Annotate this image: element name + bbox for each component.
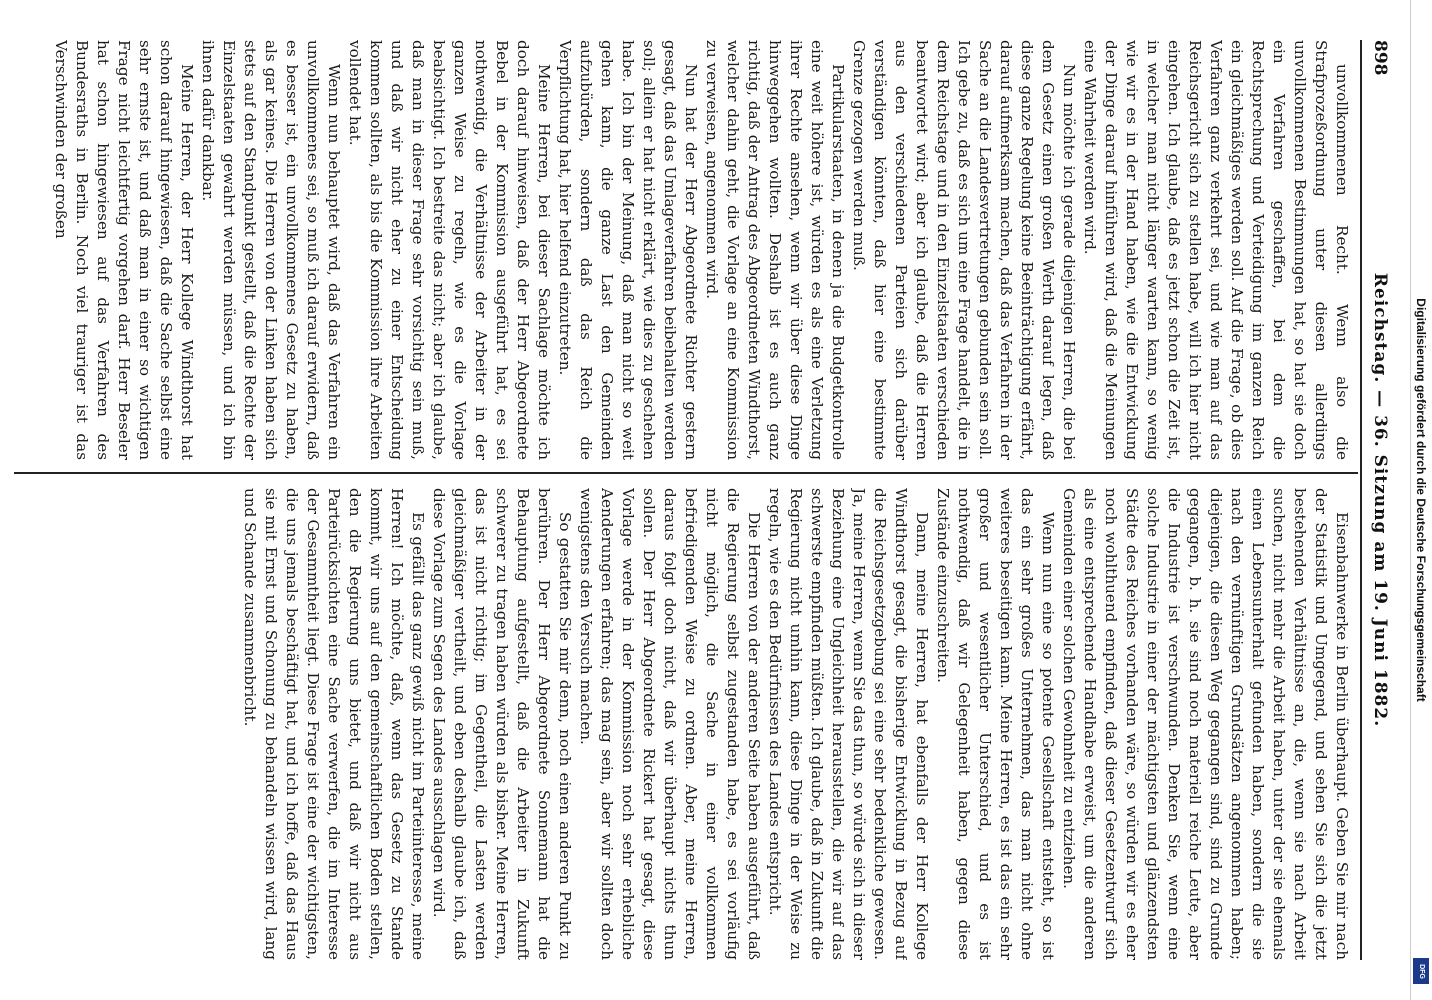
sidebar-rule xyxy=(1410,0,1411,1000)
paragraph: Eisenbahnwerke in Berlin überhaupt. Geben Sie mir nach der Statistik und Umgegend, und sehen Sie sich die jetzt bestehenden Verhältnisse an, die, wenn sie nach Arbeit suchen, nicht mehr die Arbeit haben, unter der sie ehemals einen Lebensunterhalt gefunden haben, sondern die sie nach den vernünftigen Grundsätzen angenommen haben; diejenigen, die diesen Weg gegangen sind, sind zu Grunde gegangen, b. h. sie sind noch materiell reiche Leute, aber die Industrie ist verschwunden. Denken Sie, wenn eine solche Industrie in einer der mächtigsten und glänzendsten Städte des Reiches vorhanden wäre, so würden wir es eher noch wohlthuend empfinden, daß dieser Gesetzentwurf sich als eine entsprechende Handhabe erweist, um die anderen Gemeinden einer solchen Gewohnheit zu entziehen. xyxy=(1060,488,1351,960)
digitization-sidebar xyxy=(1410,0,1432,1000)
text-column-left xyxy=(20,40,1352,460)
paragraph: unvollkommenen Recht. Wenn also die Strafprozeßordnung unter diesen allerdings unvollkommenen Bestimmungen hat, so hat sie doch ein Verfahren geschaffen, bei dem die Rechtsprechung und Verteidigung im ganzen Reich ein gleichmäßiges werden soll. Auf die Frage, ob dies Verfahren ganz verkehrt sei, und wie man auf das Reichsgericht sich zu stellen habe, will ich hier nicht eingehen. Ich glaube, daß es jetzt schon die Zeit ist, in welcher man nicht länger warten kann, so wenig wie wir es in der Hand haben, wie die Entwicklung der Dinge darauf hinführen wird, daß die Meinungen eine Wahrheit werden wird. xyxy=(1081,40,1351,460)
paragraph: So gestatten Sie mir denn, noch einen anderen Punkt zu berühren. Der Herr Abgeordnete Sonnemann hat die Behauptung aufgestellt, daß die Arbeiter in Zukunft schwerer zu tragen haben würden als bisher. Meine Herren, das ist nicht richtig; im Gegentheil, die Lasten werden gleichmäßiger vertheilt, und eben deshalb glaube ich, daß diese Vorlage zum Segen des Landes ausschlagen wird. xyxy=(430,488,574,960)
page-header xyxy=(1364,40,1390,960)
paragraph: Wenn nun eine so potente Gesellschaft entsteht, so ist das ein sehr großes Unternehmen, das man nicht ohne weiteres beseitigen kann. Meine Herren, es ist das ein sehr großer und wesentlicher Unterschied, und es ist nothwendig, daß wir Gelegenheit haben, gegen diese Zustände einzuschreiten. xyxy=(934,488,1057,960)
column-divider xyxy=(14,472,1358,474)
running-head: Reichstag. — 36. Sitzung am 19. Juni 1882. xyxy=(1370,272,1390,728)
text-column-right xyxy=(20,488,1352,960)
header-rule xyxy=(1360,40,1362,960)
paragraph: Partikularstaaten, in denen ja die Budgetkontrolle eine weit höhere ist, würden es als eine Verletzung ihrer Rechte ansehen, wenn wir über diese Dinge hinweggehen wollten. Deshalb ist es auch ganz richtig, daß der Antrag des Abgeordneten Windthorst, welcher dahin geht, die Vorlage an eine Kommission zu verweisen, angenommen wird. xyxy=(703,40,847,460)
dfg-logo-text: DFG xyxy=(1417,963,1425,979)
paragraph: Dann, meine Herren, hat ebenfalls der Herr Kollege Windthorst gesagt, die bisherige Entwicklung in Bezug auf die Reichsgesetzgebung sei eine sehr bedenkliche gewesen. Ja, meine Herren, wenn Sie das thun, so würde sich in dieser Beziehung eine Ungleichheit herausstellen, die wir auf das schwerste empfinden müßten. Ich glaube, daß in Zukunft die Regierung nicht umhin kann, diese Dinge in der Weise zu regeln, wie es den Bedürfnissen des Landes entspricht. xyxy=(766,488,931,960)
paragraph: Nun hat der Herr Abgeordnete Richter gestern gesagt, daß das Umlageverfahren beibehalten werden soll; allein er hat nicht erklärt, wie dies zu geschehen habe. Ich bin der Meinung, daß man nicht so weit gehen kann, die ganze Last den Gemeinden aufzubürden, sondern daß das Reich die Verpflichtung hat, hier helfend einzutreten. xyxy=(556,40,700,460)
paragraph: Meine Herren, bei dieser Sachlage möchte ich doch darauf hinweisen, daß der Herr Abgeordnete Bebel in der Kommission ausgeführt hat, es sei nothwendig, die Verhältnisse der Arbeiter in der ganzen Weise zu regeln, wie es die Vorlage beabsichtigt. Ich bestreite das nicht; aber ich glaube, daß man in dieser Frage sehr vorsichtig sein muß, und daß wir nicht eher zu einer Entscheidung kommen sollten, als bis die Kommission ihre Arbeiten vollendet hat. xyxy=(346,40,553,460)
paragraph: Nun möchte ich gerade diejenigen Herren, die bei dem Gesetz einen großen Werth darauf legen, daß diese ganze Regelung keine Beeinträchtigung erfährt, darauf aufmerksam machen, daß das Verfahren in der Sache an die Landesvertretungen gebunden sein soll. Ich gebe zu, daß es sich um eine Frage handelt, die in dem Reichstage und in den Einzelstaaten verschieden beantwortet wird; aber ich glaube, daß die Herren aus den verschiedenen Parteien sich darüber verständigen könnten, daß hier eine bestimmte Grenze gezogen werden muß. xyxy=(850,40,1078,460)
paragraph: Es gefällt das ganz gewiß nicht im Parteiinteresse, meine Herren! Ich möchte, daß, wenn das Gesetz zu Stande kommt, wir uns auf den gemeinschaftlichen Boden stellen, den die Regierung uns bietet, und daß wir nicht aus Parteirücksichten eine Sache verwerfen, die im Interesse der Gesammtheit liegt. Diese Frage ist eine der wichtigsten, die uns jemals beschäftigt hat, und ich hoffe, daß das Haus sie mit Ernst und Schonung zu behandeln wissen wird, lang und Schande zusammenbricht. xyxy=(241,488,427,960)
page-number: 898 xyxy=(1370,40,1390,76)
paragraph: Meine Herren, der Herr Kollege Windthorst hat schon darauf hingewiesen, daß die Sache selbst eine sehr ernste ist, und daß man in einer so wichtigen Frage nicht leichtfertig vorgehen darf. Herr Beseler hat schon hingewiesen auf das Verfahren des Bundesraths in Berlin. Noch viel trauriger ist das Verschwinden der großen xyxy=(52,40,196,460)
paragraph: Wenn nun behauptet wird, daß das Verfahren ein unvollkommenes sei, so muß ich darauf erwidern, daß es besser ist, ein unvollkommenes Gesetz zu haben, als gar keines. Die Herren von der Linken haben sich stets auf den Standpunkt gestellt, daß die Rechte der Einzelstaaten gewahrt werden müssen, und ich bin ihnen dafür dankbar. xyxy=(199,40,343,460)
digitization-note: Digitalisierung gefördert durch die Deutsche Forschungsgemeinschaft xyxy=(1414,298,1428,702)
paragraph: Die Herren von der anderen Seite haben ausgeführt, daß die Regierung selbst zugestanden habe, es sei vorläufig nicht möglich, die Sache in einer vollkommen befriedigenden Weise zu ordnen. Aber, meine Herren, daraus folgt doch nicht, daß wir überhaupt nichts thun sollen. Der Herr Abgeordnete Rickert hat gesagt, diese Vorlage werde in der Kommission noch sehr erhebliche Aenderungen erfahren; das mag sein, aber wir sollten doch wenigstens den Versuch machen. xyxy=(577,488,763,960)
dfg-logo xyxy=(1413,958,1429,984)
